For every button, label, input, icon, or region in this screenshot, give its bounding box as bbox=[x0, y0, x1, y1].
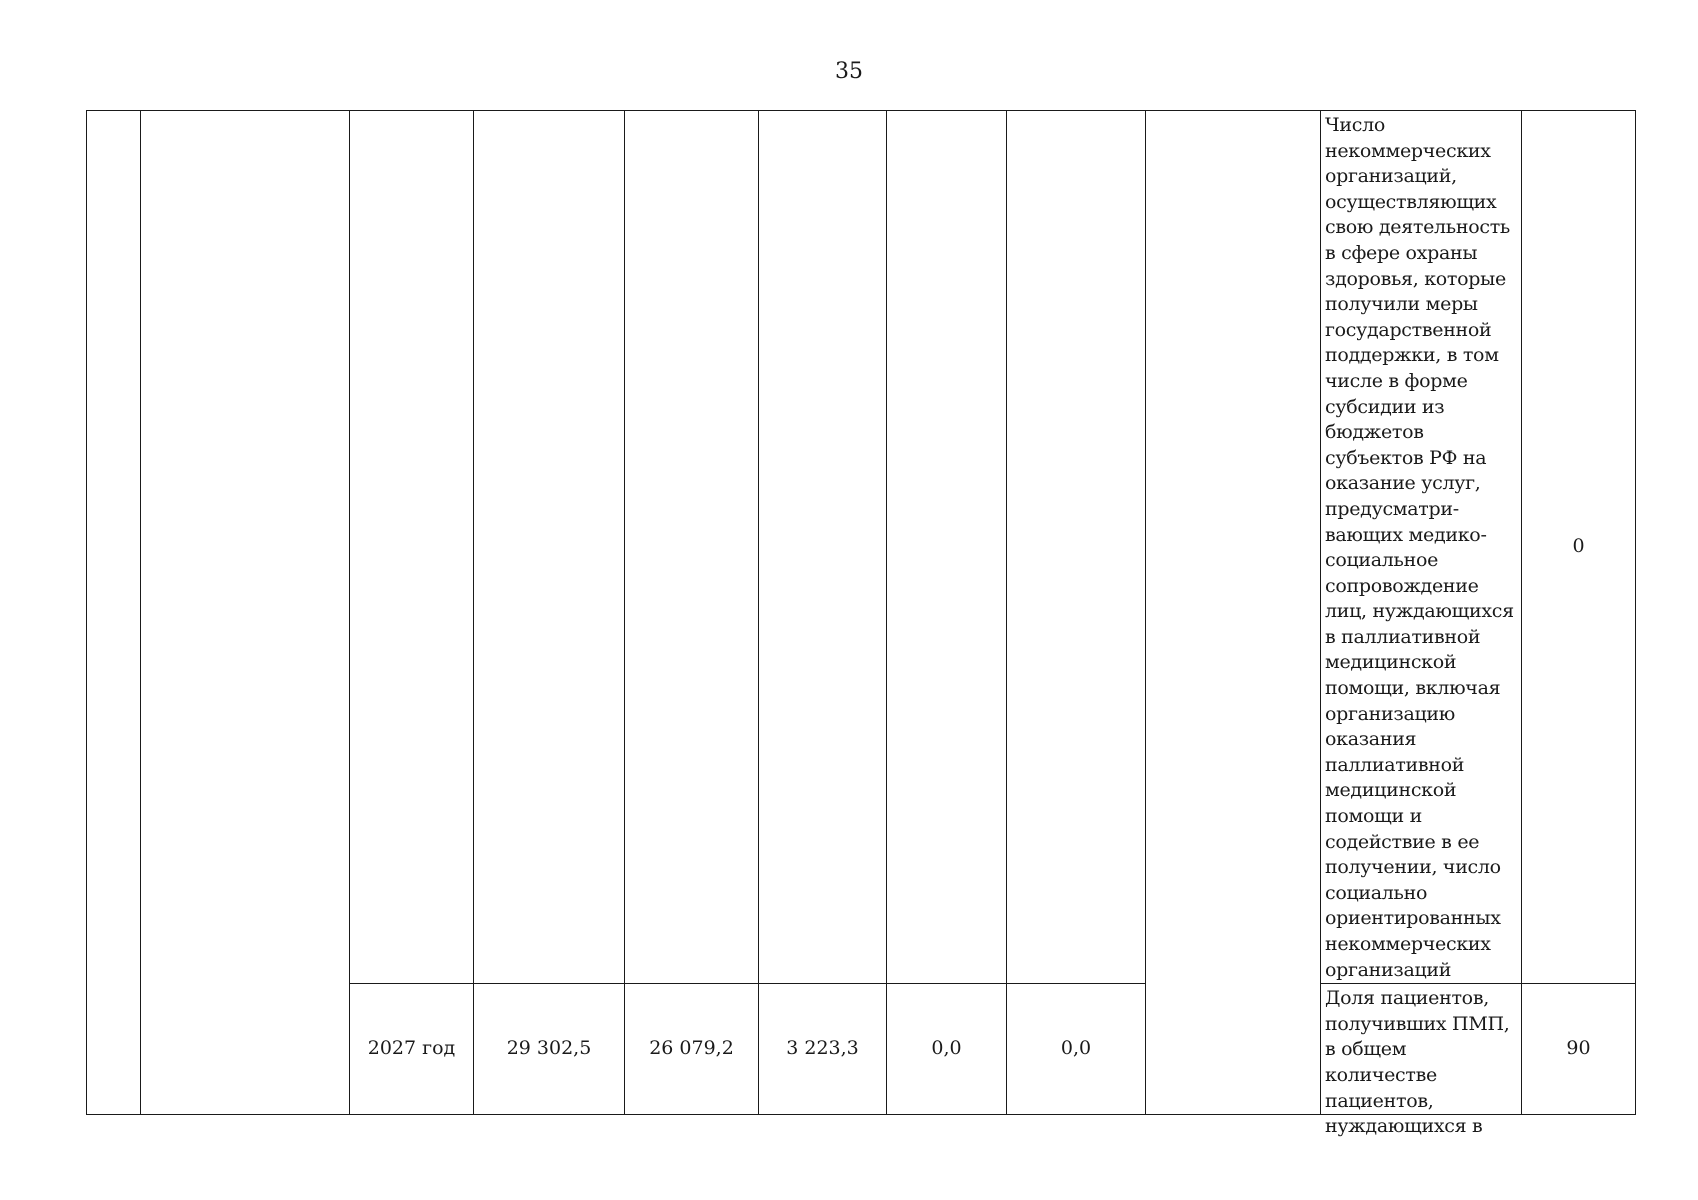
number-cell bbox=[87, 111, 141, 1115]
local-cell bbox=[887, 111, 1007, 984]
measure-name-cell bbox=[141, 111, 350, 1115]
budget-table bbox=[86, 110, 1636, 1138]
regional-cell: 3 223,3 bbox=[759, 984, 887, 1115]
regional-cell bbox=[759, 111, 887, 984]
indicator-value-cell: 0 bbox=[1522, 111, 1636, 984]
federal-cell bbox=[625, 111, 759, 984]
indicator-text: Доля пациентов, получивших ПМП, в общем количестве пациентов, нуждающихся в bbox=[1325, 987, 1510, 1138]
indicator-cell: Число некоммерческих организаций, осуществляющих свою деятельность в сфере охраны здоровья, которые получили меры государственной поддержки, в том числе в форме субсидии из бюджетов субъектов РФ на оказание услуг, предусматри-вающих медико-социальное сопровождение лиц, нуждающихся в паллиативной медицинской помощи, включая организацию оказания паллиативной медицинской помощи и содействие в ее получении, число социально ориентированных некоммерческих организаций bbox=[1321, 111, 1522, 984]
responsible-cell bbox=[1146, 111, 1321, 1115]
local-cell: 0,0 bbox=[887, 984, 1007, 1115]
year-cell: 2027 год bbox=[350, 984, 474, 1115]
total-cell: 29 302,5 bbox=[474, 984, 625, 1115]
federal-cell: 26 079,2 bbox=[625, 984, 759, 1115]
indicator-cell bbox=[1321, 984, 1522, 1138]
total-cell bbox=[474, 111, 625, 984]
year-cell bbox=[350, 111, 474, 984]
other-cell: 0,0 bbox=[1007, 984, 1146, 1115]
table-row bbox=[87, 111, 1636, 984]
indicator-value-cell: 90 bbox=[1522, 984, 1636, 1115]
other-cell bbox=[1007, 111, 1146, 984]
page-number: 35 bbox=[835, 59, 863, 84]
